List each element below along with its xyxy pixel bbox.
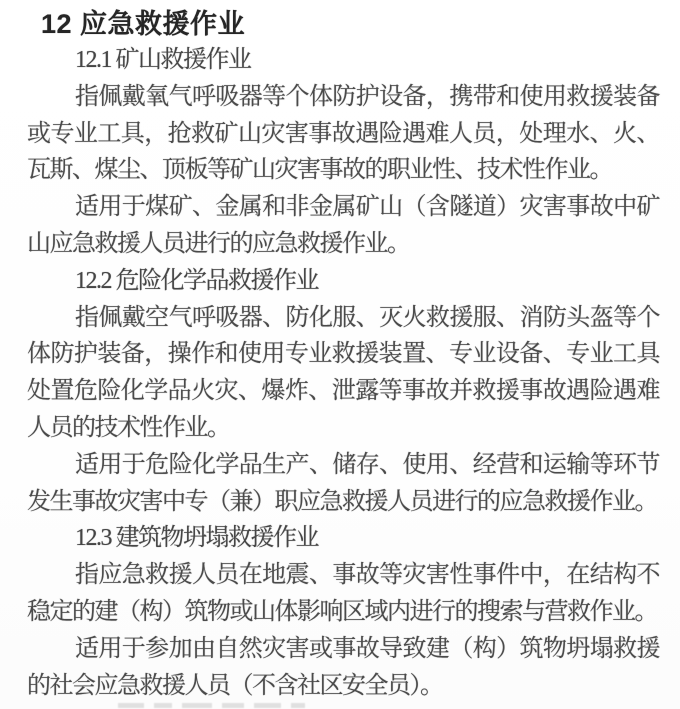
clipped-next-line bbox=[118, 703, 358, 709]
paragraph-line: 发生事故灾害中专（兼）职应急救援人员进行的应急救援作业。 bbox=[27, 488, 657, 515]
paragraph-line: 瓦斯、煤尘、顶板等矿山灾害事故的职业性、技术性作业。 bbox=[27, 157, 612, 184]
chapter-title: 12 应急救援作业 bbox=[41, 9, 246, 39]
paragraph-line: 稳定的建（构）筑物或山体影响区域内进行的搜索与营救作业。 bbox=[27, 598, 657, 625]
paragraph-line: 适用于煤矿、金属和非金属矿山（含隧道）灾害事故中矿 bbox=[75, 194, 659, 221]
paragraph-line: 处置危险化学品火灾、爆炸、泄露等事故并救援事故遇险遇难 bbox=[27, 378, 659, 405]
paragraph-line: 的社会应急救援人员（不含社区安全员）。 bbox=[27, 672, 443, 699]
document-body bbox=[0, 42, 659, 704]
paragraph-line: 指应急救援人员在地震、事故等灾害性事件中，在结构不 bbox=[75, 562, 659, 589]
section-heading-12-1: 12.1 矿山救援作业 bbox=[75, 47, 251, 73]
section-heading-12-3: 12.3 建筑物坍塌救援作业 bbox=[75, 525, 318, 552]
paragraph-line: 适用于危险化学品生产、储存、使用、经营和运输等环节 bbox=[75, 451, 659, 478]
paragraph-line: 适用于参加由自然灾害或事故导致建（构）筑物坍塌救援 bbox=[75, 635, 659, 662]
paragraph-line: 人员的技术性作业。 bbox=[27, 414, 230, 441]
section-heading-12-2: 12.2 危险化学品救援作业 bbox=[75, 267, 318, 294]
paragraph-line: 或专业工具，抢救矿山灾害事故遇险遇难人员，处理水、火、 bbox=[27, 120, 659, 147]
paragraph-line: 指佩戴空气呼吸器、防化服、灭火救援服、消防头盔等个 bbox=[75, 304, 659, 331]
paragraph-line: 体防护装备，操作和使用专业救援装置、专业设备、专业工具 bbox=[27, 341, 659, 368]
paragraph-line: 山应急救援人员进行的应急救援作业。 bbox=[27, 230, 410, 257]
paragraph-line: 指佩戴氧气呼吸器等个体防护设备，携带和使用救援装备 bbox=[75, 83, 659, 110]
